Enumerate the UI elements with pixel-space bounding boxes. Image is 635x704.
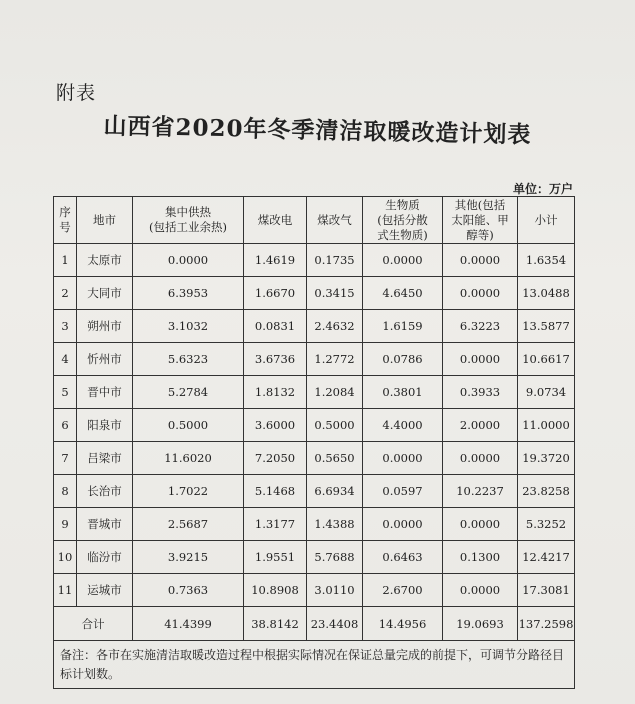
table-cell: 0.1300	[443, 541, 518, 574]
table-row	[54, 442, 575, 475]
table-cell: 1.6159	[363, 310, 443, 343]
table-cell: 10.6617	[518, 343, 575, 376]
table-cell: 6.6934	[307, 475, 363, 508]
table-cell: 0.7363	[133, 574, 244, 607]
total-cell: 19.0693	[443, 607, 518, 641]
table-cell: 0.1735	[307, 244, 363, 277]
header-cell: 地市	[77, 197, 133, 244]
table-cell: 2.4632	[307, 310, 363, 343]
table-cell: 朔州市	[77, 310, 133, 343]
table-cell: 运城市	[77, 574, 133, 607]
table-cell: 0.0000	[443, 343, 518, 376]
table-cell: 0.0000	[363, 244, 443, 277]
table-cell: 1.6354	[518, 244, 575, 277]
table-cell: 2.5687	[133, 508, 244, 541]
table-cell: 10.2237	[443, 475, 518, 508]
table-row	[54, 409, 575, 442]
table-cell: 11	[54, 574, 77, 607]
table-cell: 17.3081	[518, 574, 575, 607]
table-cell: 3	[54, 310, 77, 343]
total-cell: 137.2598	[518, 607, 575, 641]
table-cell: 3.0110	[307, 574, 363, 607]
table-cell: 1.2084	[307, 376, 363, 409]
header-cell: 其他(包括 太阳能、甲 醇等)	[443, 197, 518, 244]
table-cell: 3.1032	[133, 310, 244, 343]
table-cell: 晋城市	[77, 508, 133, 541]
total-cell: 38.8142	[244, 607, 307, 641]
table-cell: 13.0488	[518, 277, 575, 310]
table-cell: 10	[54, 541, 77, 574]
table-cell: 9.0734	[518, 376, 575, 409]
table-body	[54, 244, 575, 607]
table-cell: 1.4619	[244, 244, 307, 277]
table-row	[54, 277, 575, 310]
table-cell: 13.5877	[518, 310, 575, 343]
table-cell: 5.3252	[518, 508, 575, 541]
header-cell: 生物质 (包括分散 式生物质)	[363, 197, 443, 244]
table-cell: 1.6670	[244, 277, 307, 310]
table-cell: 4.4000	[363, 409, 443, 442]
table-cell: 0.0831	[244, 310, 307, 343]
table-cell: 6.3223	[443, 310, 518, 343]
table-cell: 3.6736	[244, 343, 307, 376]
table-note: 备注：各市在实施清洁取暖改造过程中根据实际情况在保证总量完成的前提下，可调节分路径目标计划数。	[54, 641, 575, 689]
table-cell: 0.0000	[363, 508, 443, 541]
table-cell: 吕梁市	[77, 442, 133, 475]
table-cell: 1.3177	[244, 508, 307, 541]
table-cell: 0.5650	[307, 442, 363, 475]
table-row	[54, 475, 575, 508]
table-row	[54, 508, 575, 541]
table-cell: 1	[54, 244, 77, 277]
table-cell: 0.0000	[443, 574, 518, 607]
table-cell: 0.5000	[133, 409, 244, 442]
table-cell: 5.6323	[133, 343, 244, 376]
table-cell: 19.3720	[518, 442, 575, 475]
table-cell: 0.0000	[443, 442, 518, 475]
table-cell: 23.8258	[518, 475, 575, 508]
table-cell: 5.1468	[244, 475, 307, 508]
table-cell: 3.9215	[133, 541, 244, 574]
table-cell: 0.3801	[363, 376, 443, 409]
table-cell: 2	[54, 277, 77, 310]
table-cell: 大同市	[77, 277, 133, 310]
table-cell: 0.0000	[363, 442, 443, 475]
table-cell: 5.2784	[133, 376, 244, 409]
table-cell: 4.6450	[363, 277, 443, 310]
table-cell: 临汾市	[77, 541, 133, 574]
table-cell: 0.6463	[363, 541, 443, 574]
unit-label: 单位：万户	[512, 182, 573, 196]
header-cell: 煤改气	[307, 197, 363, 244]
table-cell: 太原市	[77, 244, 133, 277]
table-cell: 阳泉市	[77, 409, 133, 442]
header-cell: 集中供热 (包括工业余热)	[133, 197, 244, 244]
table-cell: 7.2050	[244, 442, 307, 475]
plan-table	[53, 196, 575, 689]
table-row	[54, 310, 575, 343]
table-cell: 0.5000	[307, 409, 363, 442]
table-cell: 0.3415	[307, 277, 363, 310]
table-total-row	[54, 607, 575, 641]
table-cell: 0.0597	[363, 475, 443, 508]
table-cell: 0.0786	[363, 343, 443, 376]
table-header-row	[54, 197, 575, 244]
header-cell: 序 号	[54, 197, 77, 244]
total-cell: 14.4956	[363, 607, 443, 641]
table-cell: 11.0000	[518, 409, 575, 442]
table-cell: 忻州市	[77, 343, 133, 376]
table-cell: 1.9551	[244, 541, 307, 574]
total-cell: 合计	[54, 607, 133, 641]
table-cell: 0.0000	[443, 508, 518, 541]
table-cell: 0.0000	[443, 277, 518, 310]
table-row	[54, 541, 575, 574]
header-cell: 煤改电	[244, 197, 307, 244]
table-cell: 4	[54, 343, 77, 376]
table-cell: 11.6020	[133, 442, 244, 475]
table-cell: 1.8132	[244, 376, 307, 409]
table-cell: 2.6700	[363, 574, 443, 607]
table-cell: 8	[54, 475, 77, 508]
total-cell: 23.4408	[307, 607, 363, 641]
table-cell: 3.6000	[244, 409, 307, 442]
table-cell: 长治市	[77, 475, 133, 508]
table-cell: 10.8908	[244, 574, 307, 607]
table-row	[54, 244, 575, 277]
table-cell: 0.0000	[443, 244, 518, 277]
table-cell: 1.4388	[307, 508, 363, 541]
table-cell: 1.2772	[307, 343, 363, 376]
total-cell: 41.4399	[133, 607, 244, 641]
table-cell: 2.0000	[443, 409, 518, 442]
header-cell: 小计	[518, 197, 575, 244]
table-cell: 6.3953	[133, 277, 244, 310]
table-row	[54, 574, 575, 607]
table-row	[54, 343, 575, 376]
table-cell: 6	[54, 409, 77, 442]
table-cell: 5.7688	[307, 541, 363, 574]
table-cell: 1.7022	[133, 475, 244, 508]
table-cell: 5	[54, 376, 77, 409]
table-cell: 晋中市	[77, 376, 133, 409]
table-cell: 9	[54, 508, 77, 541]
table-cell: 7	[54, 442, 77, 475]
table-note-row	[54, 641, 575, 689]
table-cell: 0.0000	[133, 244, 244, 277]
page-title: 山西省2020年冬季清洁取暖改造计划表	[103, 112, 532, 149]
table-cell: 0.3933	[443, 376, 518, 409]
table-row	[54, 376, 575, 409]
table-cell: 12.4217	[518, 541, 575, 574]
annex-label: 附表	[56, 82, 97, 104]
